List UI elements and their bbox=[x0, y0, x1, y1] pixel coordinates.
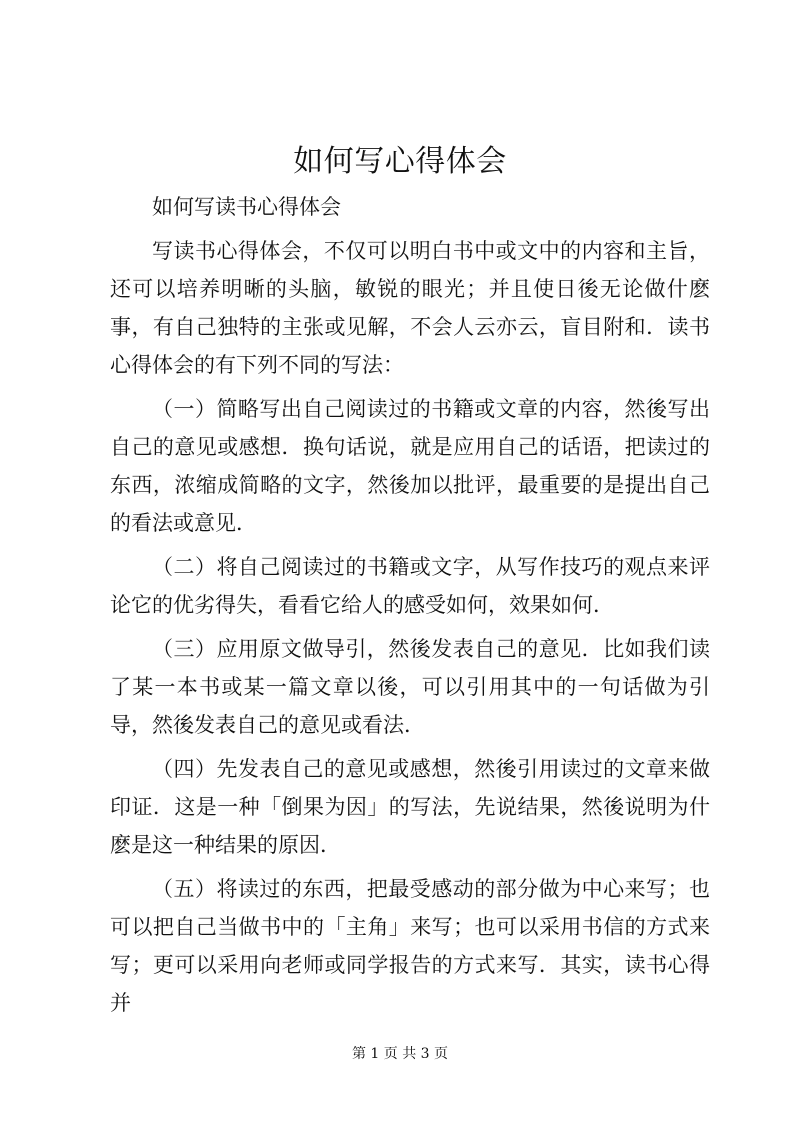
document-title: 如何写心得体会 bbox=[293, 144, 507, 179]
intro-paragraph: 写读书心得体会，不仅可以明白书中或文中的内容和主旨，还可以培养明晰的头脑，敏锐的眼光；并且使日後无论做什麽事，有自己独特的主张或见解，不会人云亦云，盲目附和．读书心得体会的有下列不同的写法： bbox=[110, 239, 710, 377]
document-body bbox=[110, 188, 710, 1022]
page-footer: 第 1 页 共 3 页 bbox=[351, 1046, 449, 1062]
method-four-paragraph: （四）先发表自己的意见或感想，然後引用读过的文章来做印证．这是一种「倒果为因」的写法，先说结果，然後说明为什麽是这一种结果的原因． bbox=[110, 757, 710, 857]
subtitle-paragraph: 如何写读书心得体会 bbox=[152, 195, 341, 219]
method-one-paragraph: （一）简略写出自己阅读过的书籍或文章的内容，然後写出自己的意见或感想．换句话说，就是应用自己的话语，把读过的东西，浓缩成简略的文字，然後加以批评，最重要的是提出自己的看法或意见． bbox=[110, 397, 710, 535]
method-three-paragraph: （三）应用原文做导引，然後发表自己的意见．比如我们读了某一本书或某一篇文章以後，可以引用其中的一句话做为引导，然後发表自己的意见或看法． bbox=[110, 637, 710, 737]
method-five-paragraph: （五）将读过的东西，把最受感动的部分做为中心来写；也可以把自己当做书中的「主角」来写；也可以采用书信的方式来写；更可以采用向老师或同学报告的方式来写．其实，读书心得并 bbox=[110, 877, 710, 1015]
method-two-paragraph: （二）将自己阅读过的书籍或文字，从写作技巧的观点来评论它的优劣得失，看看它给人的感受如何，效果如何． bbox=[110, 555, 710, 617]
